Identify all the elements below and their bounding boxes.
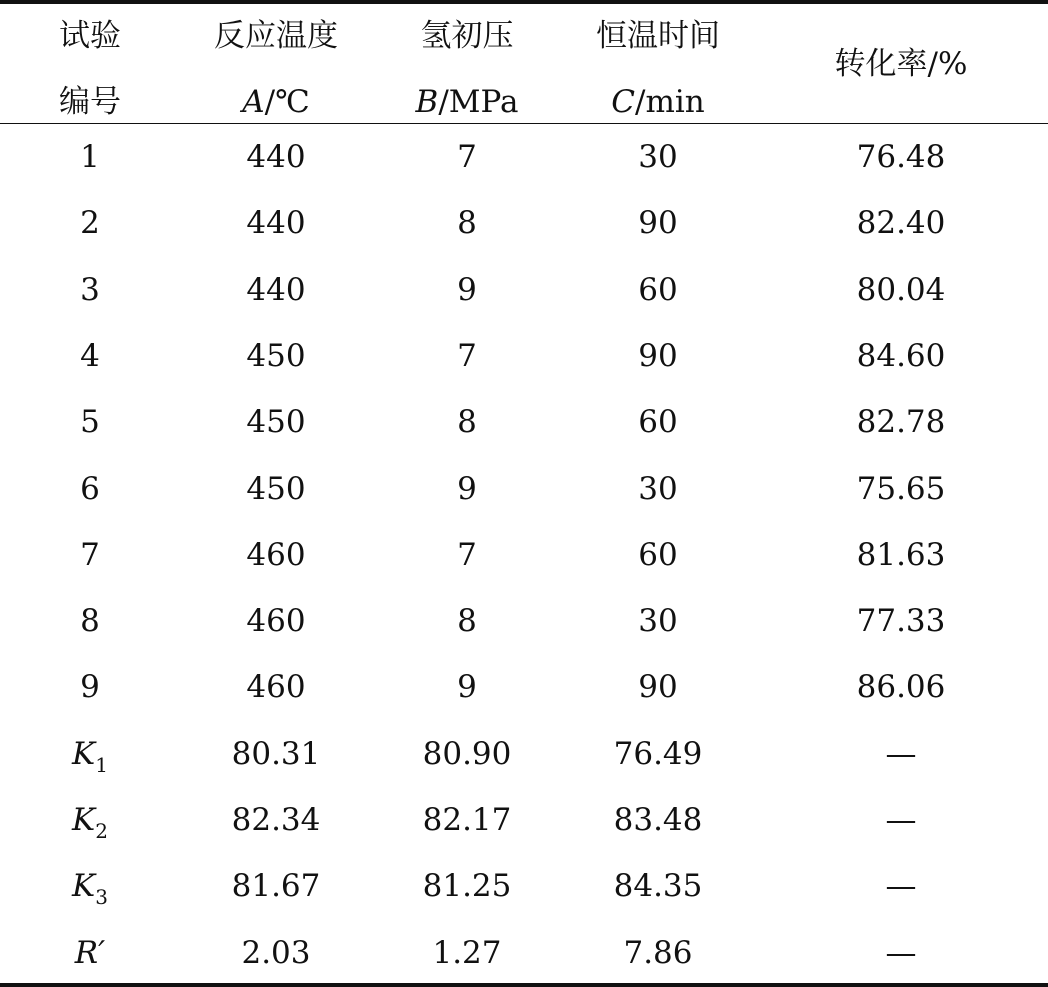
- table-cell: 440: [246, 139, 306, 175]
- row-conversion-value: 76.48: [856, 139, 946, 175]
- table-cell: 460: [246, 537, 306, 573]
- table-cell: 450: [246, 471, 306, 507]
- row-test-number: 6: [80, 471, 100, 507]
- header-test-number: 试验 编号: [59, 18, 121, 120]
- table-cell: 60: [638, 537, 678, 573]
- table-cell: 90: [638, 205, 678, 241]
- row-conversion-value: 75.65: [856, 471, 946, 507]
- stat-label: $K_1$: [72, 736, 108, 777]
- table-cell: 7: [457, 537, 477, 573]
- table-cell: 9: [457, 471, 477, 507]
- row-conversion-value: 84.60: [856, 338, 946, 374]
- table-cell: 460: [246, 669, 306, 705]
- header-conversion-rate: 转化率/%: [834, 46, 968, 82]
- row-test-number: 1: [80, 139, 100, 175]
- row-conversion-value: 77.33: [856, 603, 946, 639]
- stat-label: $K_2$: [72, 802, 108, 843]
- table-cell: 440: [246, 205, 306, 241]
- table-cell: 30: [638, 603, 678, 639]
- stat-dash: —: [885, 868, 917, 904]
- table-cell: 8: [457, 205, 477, 241]
- row-test-number: 4: [80, 338, 100, 374]
- stat-value: 80.90: [422, 736, 512, 772]
- stat-value: 84.35: [613, 868, 703, 904]
- table-cell: 8: [457, 404, 477, 440]
- row-conversion-value: 82.40: [856, 205, 946, 241]
- table-cell: 8: [457, 603, 477, 639]
- table-cell: 90: [638, 338, 678, 374]
- top-rule: [0, 0, 1048, 4]
- row-test-number: 3: [80, 272, 100, 308]
- table-cell: 460: [246, 603, 306, 639]
- row-test-number: 2: [80, 205, 100, 241]
- stat-value: 80.31: [231, 736, 321, 772]
- row-test-number: 7: [80, 537, 100, 573]
- table-cell: 60: [638, 404, 678, 440]
- stat-value: 82.17: [422, 802, 512, 838]
- stat-value: 81.67: [231, 868, 321, 904]
- header-holding-time: 恒温时间 C/min: [596, 18, 720, 120]
- stat-value: 7.86: [623, 935, 693, 971]
- table-cell: 450: [246, 338, 306, 374]
- table-cell: 440: [246, 272, 306, 308]
- header-reaction-temperature: 反应温度 A/℃: [214, 18, 338, 120]
- header-initial-hydrogen-pressure: 氢初压 B/MPa: [415, 18, 519, 120]
- table-cell: 30: [638, 139, 678, 175]
- table-cell: 450: [246, 404, 306, 440]
- row-conversion-value: 81.63: [856, 537, 946, 573]
- table-cell: 7: [457, 338, 477, 374]
- stat-value: 1.27: [432, 935, 502, 971]
- row-conversion-value: 86.06: [856, 669, 946, 705]
- table-cell: 30: [638, 471, 678, 507]
- stat-value: 83.48: [613, 802, 703, 838]
- row-test-number: 9: [80, 669, 100, 705]
- bottom-rule: [0, 983, 1048, 987]
- stat-value: 76.49: [613, 736, 703, 772]
- stat-value: 82.34: [231, 802, 321, 838]
- stat-label: $K_3$: [72, 868, 108, 909]
- header-rule: [0, 123, 1048, 124]
- table-cell: 7: [457, 139, 477, 175]
- table-cell: 90: [638, 669, 678, 705]
- stat-value: 81.25: [422, 868, 512, 904]
- table-cell: 9: [457, 669, 477, 705]
- row-test-number: 5: [80, 404, 100, 440]
- row-conversion-value: 82.78: [856, 404, 946, 440]
- stat-dash: —: [885, 802, 917, 838]
- table-cell: 60: [638, 272, 678, 308]
- row-conversion-value: 80.04: [856, 272, 946, 308]
- stat-dash: —: [885, 935, 917, 971]
- stat-value: 2.03: [241, 935, 311, 971]
- stat-label: R′: [74, 935, 106, 971]
- row-test-number: 8: [80, 603, 100, 639]
- stat-dash: —: [885, 736, 917, 772]
- table-cell: 9: [457, 272, 477, 308]
